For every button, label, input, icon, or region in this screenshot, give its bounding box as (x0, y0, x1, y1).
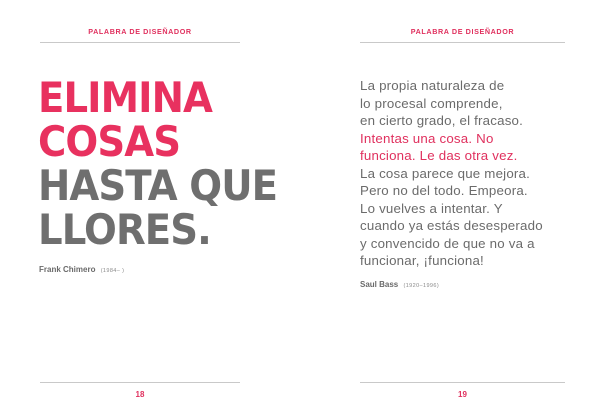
attribution (39, 265, 124, 274)
page-number: 19 (458, 390, 467, 399)
author-dates: (1920–1996) (403, 283, 440, 289)
quote-line: cuando ya estás desesperado (360, 218, 543, 233)
right-page (300, 0, 600, 420)
headline-line: LLORES. (38, 205, 211, 254)
running-head: PALABRA DE DISEÑADOR (410, 27, 515, 36)
headline (38, 73, 278, 254)
attribution (360, 280, 439, 289)
quote-line: Intentas una cosa. No (360, 130, 494, 146)
headline-line: ELIMINA (38, 73, 213, 122)
quote-line: lo procesal comprende, (360, 95, 503, 111)
quote-line: La cosa parece que mejora. (360, 165, 531, 181)
author-name: Saul Bass (360, 280, 399, 289)
headline-line: HASTA QUE (38, 161, 278, 210)
quote-line: y convencido de que no va a (360, 235, 535, 251)
page-number: 18 (135, 390, 145, 399)
quote-line: Lo vuelves a intentar. Y (360, 200, 503, 216)
top-rule (40, 42, 240, 43)
author-name: Frank Chimero (39, 265, 96, 274)
running-head: PALABRA DE DISEÑADOR (88, 27, 192, 36)
top-rule (360, 42, 565, 43)
bottom-rule (40, 382, 240, 383)
bottom-rule (360, 382, 565, 383)
headline-line: COSAS (38, 117, 181, 166)
quote-text (360, 77, 580, 270)
quote-line: Pero no del todo. Empeora. (360, 183, 528, 198)
quote-line: funciona. Le das otra vez. (360, 148, 518, 163)
quote-line: en cierto grado, el fracaso. (360, 113, 524, 128)
author-dates: (1984– ) (100, 268, 125, 274)
quote-line: La propia naturaleza de (360, 78, 505, 93)
quote-line: funcionar, ¡funciona! (360, 253, 484, 268)
